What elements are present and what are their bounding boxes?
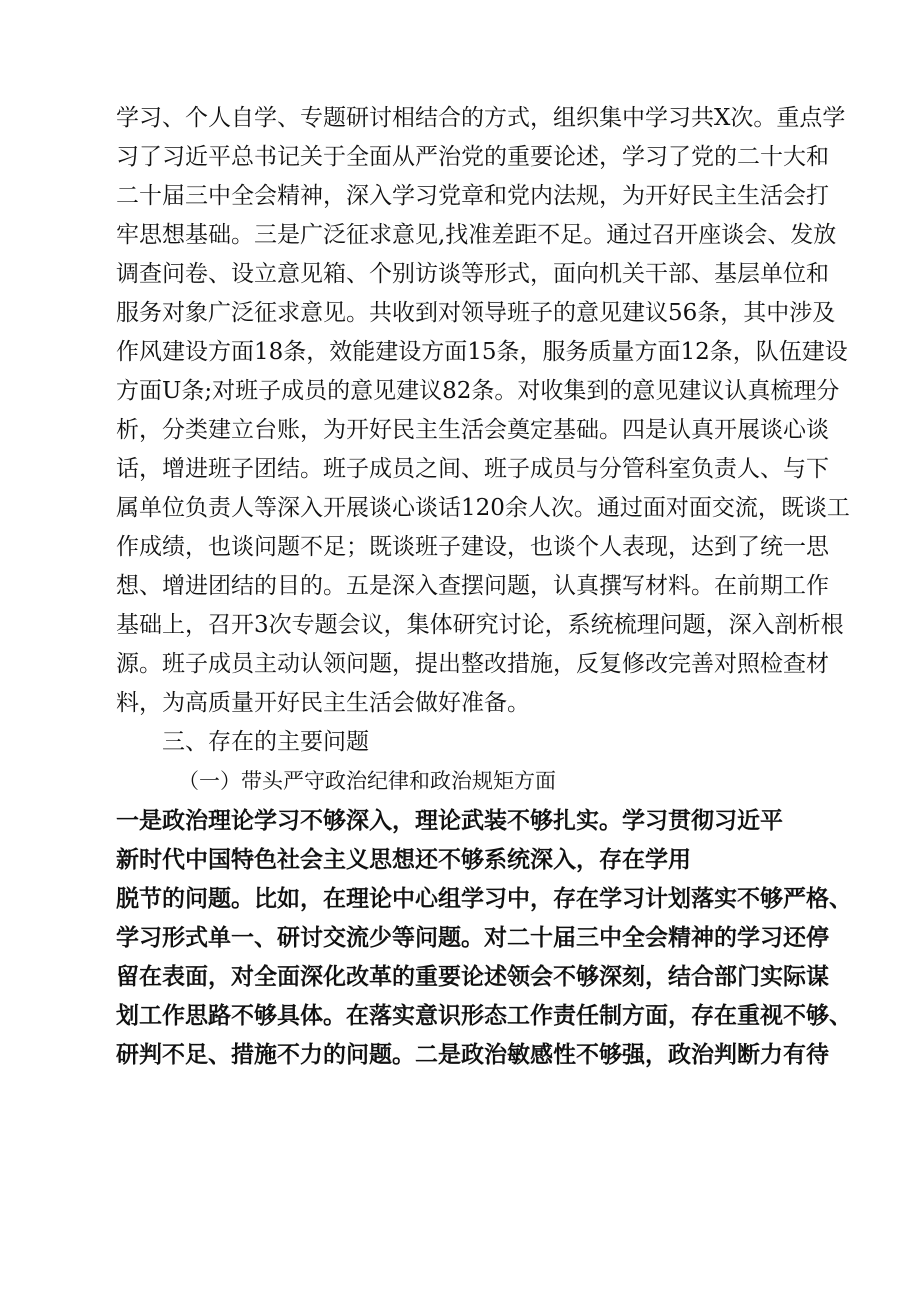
bold-paragraph-line: 新时代中国特色社会主义思想还不够系统深入，存在学用 xyxy=(116,847,691,873)
paragraph-line: 料，为高质量开好民主生活会做好准备。 xyxy=(116,690,530,716)
paragraph-line: 析，分类建立台账，为开好民主生活会奠定基础。四是认真开展谈心谈 xyxy=(116,417,829,443)
section-heading: 三、存在的主要问题 xyxy=(162,729,369,755)
bold-paragraph-line: 一是政治理论学习不够深入，理论武装不够扎实。学习贯彻习近平 xyxy=(116,808,783,834)
bold-paragraph-line: 留在表面，对全面深化改革的重要论述领会不够深刻，结合部门实际谋 xyxy=(116,964,829,990)
paragraph-line: 话，增进班子团结。班子成员之间、班子成员与分管科室负责人、与下 xyxy=(116,456,829,482)
paragraph-line: 学习、个人自学、专题研讨相结合的方式，组织集中学习共X次。重点学 xyxy=(116,105,846,131)
subsection-heading: （一）带头严守政治纪律和政治规矩方面 xyxy=(178,769,556,793)
paragraph-line: 习了习近平总书记关于全面从严治党的重要论述，学习了党的二十大和 xyxy=(116,144,829,170)
paragraph-line: 牢思想基础。三是广泛征求意见,找准差距不足。通过召开座谈会、发放 xyxy=(116,222,837,248)
paragraph-line: 二十届三中全会精神，深入学习党章和党内法规，为开好民主生活会打 xyxy=(116,183,829,209)
paragraph-line: 作成绩，也谈问题不足；既谈班子建设，也谈个人表现，达到了统一思 xyxy=(116,534,829,560)
paragraph-line: 基础上，召开3次专题会议，集体研究讨论，系统梳理问题，深入剖析根 xyxy=(116,612,844,638)
paragraph-line: 服务对象广泛征求意见。共收到对领导班子的意见建议56条，其中涉及 xyxy=(116,300,836,326)
bold-paragraph-line: 学习形式单一、研讨交流少等问题。对二十届三中全会精神的学习还停 xyxy=(116,925,829,951)
paragraph-line: 想、增进团结的目的。五是深入查摆问题，认真撰写材料。在前期工作 xyxy=(116,573,829,599)
paragraph-line: 方面U条;对班子成员的意见建议82条。对收集到的意见建议认真梳理分 xyxy=(116,378,840,404)
paragraph-line: 属单位负责人等深入开展谈心谈话120余人次。通过面对面交流，既谈工 xyxy=(116,495,850,521)
paragraph-line: 作风建设方面18条，效能建设方面15条，服务质量方面12条，队伍建设 xyxy=(116,339,848,365)
paragraph-line: 源。班子成员主动认领问题，提出整改措施，反复修改完善对照检查材 xyxy=(116,651,829,677)
bold-paragraph-line: 研判不足、措施不力的问题。二是政治敏感性不够强，政治判断力有待 xyxy=(116,1042,829,1068)
bold-paragraph-line: 划工作思路不够具体。在落实意识形态工作责任制方面，存在重视不够、 xyxy=(116,1003,852,1029)
paragraph-line: 调查问卷、设立意见箱、个别访谈等形式，面向机关干部、基层单位和 xyxy=(116,261,829,287)
bold-paragraph-line: 脱节的问题。比如，在理论中心组学习中，存在学习计划落实不够严格、 xyxy=(116,886,852,912)
